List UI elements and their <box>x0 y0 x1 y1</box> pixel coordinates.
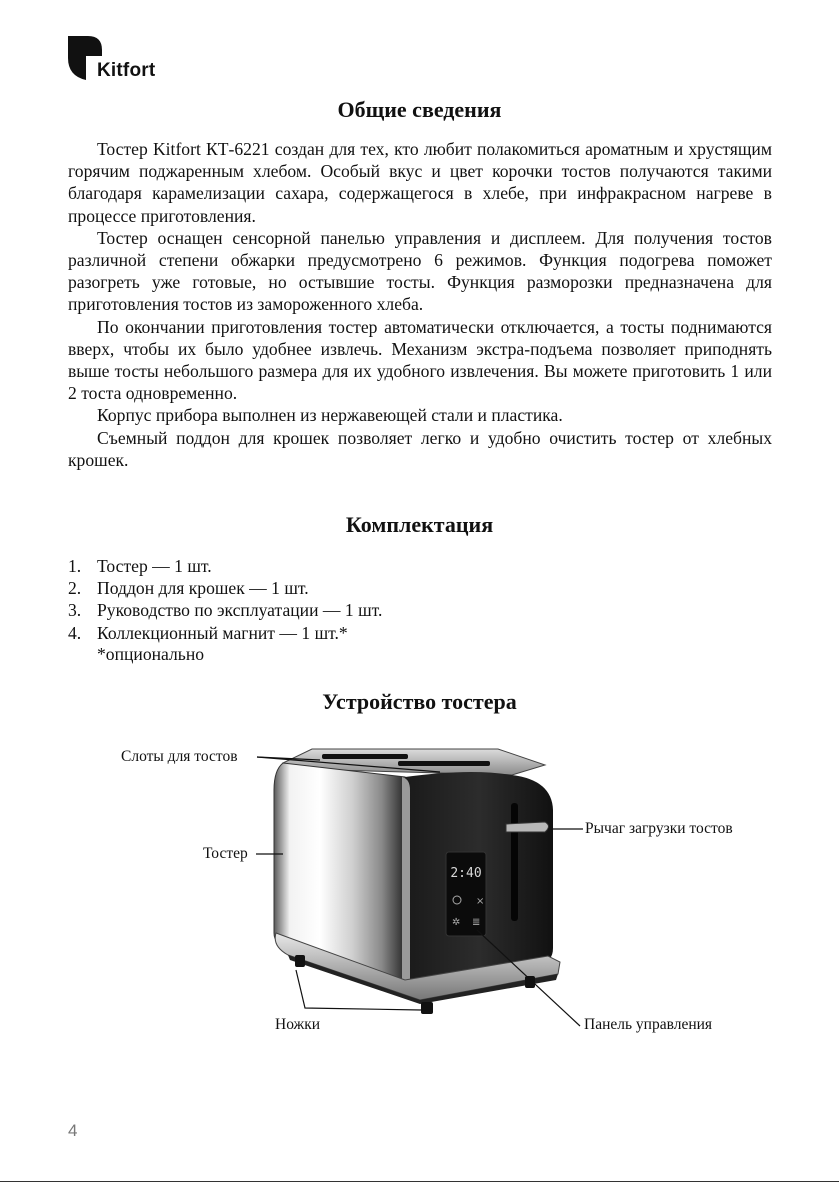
list-number: 2. <box>68 578 82 599</box>
list-number: 3. <box>68 600 82 621</box>
label-lever: Рычаг загрузки тостов <box>585 820 733 837</box>
list-number: 4. <box>68 622 82 643</box>
optional-note: *опционально <box>97 644 205 664</box>
display-readout: 2:40 <box>450 866 482 881</box>
label-feet: Ножки <box>275 1016 321 1033</box>
lever-icon <box>506 822 549 832</box>
label-toast-slots: Слоты для тостов <box>121 748 238 765</box>
paragraph: По окончании приготовления тостер автоматически отключается, а тосты поднимаются вверх, чтобы их было удобнее извлечь. Механизм экстра-подъема позволяет приподнять выше тосты небольшого размера для их удобного извлечения. Вы можете приготовить 1 или 2 тоста одновременно. <box>68 316 772 404</box>
section-title-package: Комплектация <box>345 512 494 537</box>
list-text: Руководство по эксплуатации — 1 шт. <box>97 600 383 621</box>
control-panel <box>446 852 486 936</box>
label-control-panel: Панель управления <box>584 1016 713 1033</box>
reheat-button-icon: ✲ <box>452 917 461 928</box>
list-number: 1. <box>68 556 82 576</box>
section-title-general: Общие сведения <box>337 97 502 122</box>
toast-slot-icon <box>398 761 490 766</box>
paragraph: Съемный поддон для крошек позволяет легко и удобно очистить тостер от хлебных крошек. <box>68 427 772 470</box>
cancel-button-icon: × <box>476 896 485 907</box>
section-title-device: Устройство тостера <box>322 689 517 714</box>
page-number: 4 <box>68 1121 78 1140</box>
list-text: Поддон для крошек — 1 шт. <box>97 578 309 599</box>
bottom-rule <box>0 1181 839 1182</box>
toast-slot-icon <box>322 754 408 759</box>
paragraph: Тостер Kitfort КТ-6221 создан для тех, кто любит полакомиться ароматным и хрустящим горячим поджаренным хлебом. Особый вкус и цвет корочки тостов получаются такими благодаря карамелизации сахара, содержащегося в хлебе, при инфракрасном нагреве в процессе приготовления. <box>68 139 772 226</box>
brand-name: Kitfort <box>97 60 156 81</box>
paragraph: Корпус прибора выполнен из нержавеющей стали и пластика. <box>97 405 563 426</box>
list-text: Коллекционный магнит — 1 шт.* <box>97 622 348 643</box>
list-text: Тостер — 1 шт. <box>97 556 212 576</box>
bagel-button-icon: ≣ <box>472 917 481 928</box>
foot-icon <box>421 1002 433 1014</box>
label-toaster: Тостер <box>203 845 248 862</box>
foot-icon <box>295 955 305 967</box>
paragraph: Тостер оснащен сенсорной панелью управления и дисплеем. Для получения тостов различной степени обжарки предусмотрено 6 режимов. Функция подогрева поможет разогреть уже готовые, но остывшие тосты. Функция разморозки предназначена для приготовления тостов из замороженного хлеба. <box>68 227 772 315</box>
